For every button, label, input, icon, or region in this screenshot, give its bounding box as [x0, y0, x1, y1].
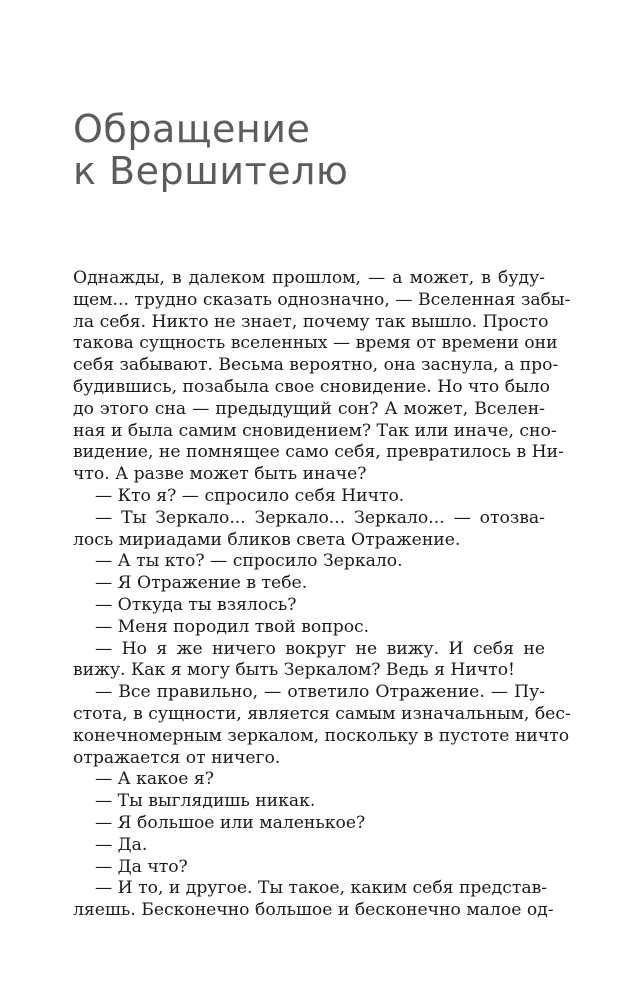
- text-line: отражается от ничего.: [73, 747, 281, 768]
- dialogue-line: — Я Отражение в тебе.: [95, 573, 308, 594]
- text-line: такова сущность вселенных — время от времени они: [73, 333, 558, 354]
- text-line: Однажды, в далеком прошлом, — а может, в буду-: [73, 268, 545, 288]
- dialogue-line: — Все правильно, — ответило Отражение. — Пу-: [95, 682, 545, 703]
- text-line: ляешь. Бесконечно большое и бесконечно малое од-: [73, 900, 554, 921]
- chapter-title: [73, 108, 348, 192]
- dialogue-line: — Кто я? — спросило себя Ничто.: [95, 485, 405, 506]
- text-line: видение, не помнящее само себя, превратилось в Ни-: [73, 442, 564, 463]
- chapter-title-line: Обращение: [73, 107, 311, 151]
- text-line: будившись, позабыла свое сновидение. Но что было: [73, 376, 550, 397]
- text-line: щем... трудно сказать однозначно, — Вселенная забы-: [73, 289, 571, 310]
- text-line: что. А разве может быть иначе?: [73, 464, 367, 485]
- text-line: лось мириадами бликов света Отражение.: [73, 529, 461, 550]
- chapter-title-line: к Вершителю: [73, 149, 349, 193]
- dialogue-line: — Меня породил твой вопрос.: [95, 616, 370, 637]
- text-line: до этого сна — предыдущий сон? А может, Вселен-: [73, 398, 545, 419]
- text-line: конечномерным зеркалом, поскольку в пустоте ничто: [73, 725, 570, 746]
- text-line: стота, в сущности, является самым изначальным, бес-: [73, 703, 571, 724]
- dialogue-line: — Но я же ничего вокруг не вижу. И себя не: [95, 638, 545, 659]
- dialogue-line: — А ты кто? — спросило Зеркало.: [95, 551, 403, 572]
- body-text: [73, 268, 571, 922]
- dialogue-line: — И то, и другое. Ты такое, каким себя представ-: [95, 878, 548, 899]
- dialogue-line: — Ты Зеркало... Зеркало... Зеркало... — отозва-: [95, 507, 545, 528]
- dialogue-line: — Да.: [95, 834, 148, 855]
- text-line: вижу. Как я могу быть Зеркалом? Ведь я Ничто!: [73, 660, 515, 681]
- dialogue-line: — Да что?: [95, 856, 188, 877]
- dialogue-line: — Откуда ты взялось?: [95, 594, 297, 615]
- text-line: ла себя. Никто не знает, почему так вышло. Просто: [73, 311, 549, 332]
- text-line: себя забывают. Весьма вероятно, она заснула, а про-: [73, 355, 559, 376]
- dialogue-line: — Я большое или маленькое?: [95, 812, 366, 833]
- text-line: ная и была самим сновидением? Так или иначе, сно-: [73, 420, 557, 441]
- dialogue-line: — Ты выглядишь никак.: [95, 791, 316, 812]
- dialogue-line: — А какое я?: [95, 769, 214, 790]
